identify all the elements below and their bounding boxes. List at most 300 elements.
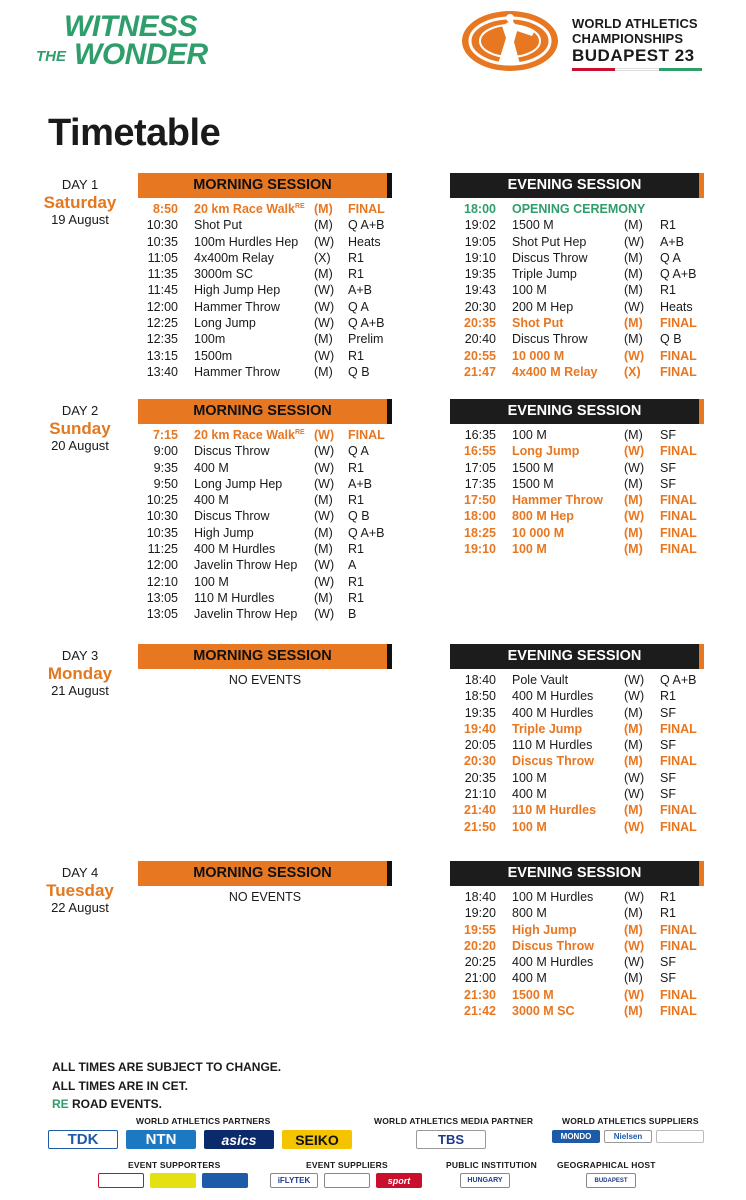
event-name: 1500 M <box>512 460 554 475</box>
event-round: R1 <box>348 250 364 265</box>
event-gender: (W) <box>624 444 645 459</box>
event-name: 100 M Hurdles <box>512 890 594 904</box>
event-gender: (W) <box>314 574 335 589</box>
day-label <box>30 177 130 228</box>
event-name: Shot Put <box>194 218 242 233</box>
no-events-label: NO EVENTS <box>228 890 302 904</box>
event-round: SF <box>660 738 676 753</box>
event-time: 8:50 <box>152 202 178 216</box>
championship-title <box>572 16 742 71</box>
event-gender: (M) <box>314 542 333 557</box>
mondo-logo: MONDO <box>552 1130 600 1143</box>
event-gender: (M) <box>314 590 333 605</box>
event-name: 4x400 M Relay <box>512 364 598 379</box>
event-gender: (W) <box>314 283 335 298</box>
event-gender: (M) <box>624 721 643 736</box>
event-name: 400 M Hurdles <box>512 689 594 704</box>
event-name: 110 M Hurdles <box>512 803 597 818</box>
event-gender: (M) <box>624 267 643 282</box>
event-time: 7:15 <box>152 428 178 442</box>
event-round: FINAL <box>660 525 697 540</box>
event-round: A+B <box>348 283 372 298</box>
event-round: SF <box>660 460 676 475</box>
slogan-logo <box>34 8 234 74</box>
day-date: 19 August <box>51 212 109 227</box>
nielsen-logo: Nielsen <box>604 1130 652 1143</box>
event-round: FINAL <box>660 987 697 1002</box>
event-round: FINAL <box>348 202 385 216</box>
event-gender: (W) <box>624 819 645 834</box>
event-round: FINAL <box>660 1004 697 1019</box>
event-name: Hammer Throw <box>512 493 603 508</box>
championship-line2: CHAMPIONSHIPS <box>572 31 684 46</box>
event-time: 11:05 <box>147 250 178 265</box>
event-gender: (W) <box>624 938 645 953</box>
event-time: 21:47 <box>464 364 496 379</box>
slogan-line1: WITNESS <box>64 10 198 43</box>
event-gender: (M) <box>314 332 333 347</box>
event-time: 16:55 <box>464 444 496 459</box>
event-time: 13:15 <box>146 348 178 363</box>
event-round: R1 <box>660 906 676 921</box>
event-time: 10:30 <box>146 218 178 233</box>
event-gender: (W) <box>624 509 645 524</box>
slogan-line2: WONDER <box>74 38 208 71</box>
event-name: Hammer Throw <box>194 364 280 379</box>
event-gender: (W) <box>314 460 335 475</box>
road-event-tag: RE <box>294 202 305 210</box>
event-gender: (M) <box>624 738 643 753</box>
event-time: 20:20 <box>464 938 496 953</box>
event-time: 18:25 <box>464 525 496 540</box>
event-name: 100 M <box>512 770 547 785</box>
event-name: 400 M Hurdles <box>512 705 594 720</box>
geographical-host-title: GEOGRAPHICAL HOST <box>557 1160 656 1170</box>
event-name: 400 M Hurdles <box>512 955 594 970</box>
day-number: DAY 1 <box>61 177 99 192</box>
event-round: SF <box>660 955 676 970</box>
event-round: FINAL <box>660 542 697 557</box>
event-gender: (W) <box>314 234 335 249</box>
event-gender: (W) <box>624 890 645 904</box>
event-round: SF <box>660 787 676 802</box>
event-gender: (M) <box>314 218 333 233</box>
event-time: 19:35 <box>464 705 496 720</box>
event-gender: (W) <box>624 987 645 1002</box>
event-round: SF <box>660 705 676 720</box>
event-time: 19:10 <box>464 542 496 557</box>
event-name: 800 M <box>512 906 547 921</box>
event-round: R1 <box>348 574 364 589</box>
event-time: 19:05 <box>464 234 496 249</box>
event-time: 19:40 <box>464 721 496 736</box>
event-supporters-title: EVENT SUPPORTERS <box>128 1160 221 1170</box>
event-time: 12:35 <box>146 332 178 347</box>
event-gender: (M) <box>624 283 643 298</box>
event-time: 21:00 <box>464 971 496 986</box>
event-round: FINAL <box>660 938 697 953</box>
event-round: FINAL <box>660 316 697 331</box>
day-number: DAY 2 <box>61 403 99 418</box>
suppliers-title: WORLD ATHLETICS SUPPLIERS <box>562 1116 699 1126</box>
event-time: 17:50 <box>464 493 496 508</box>
event-gender: (W) <box>624 460 645 475</box>
event-round: SF <box>660 428 676 442</box>
event-gender: (W) <box>314 476 335 491</box>
event-name: 100m <box>194 332 226 347</box>
hungary-logo: HUNGARY <box>460 1173 510 1188</box>
event-name: 100 M <box>512 542 547 557</box>
event-round: Q A+B <box>348 316 385 331</box>
note-road-events <box>52 1095 281 1114</box>
iflytek-logo: iFLYTEK <box>270 1173 318 1188</box>
re-tag: RE <box>52 1097 69 1111</box>
event-round: Heats <box>348 234 381 249</box>
event-gender: (W) <box>624 770 645 785</box>
event-name: 110 M Hurdles <box>194 590 275 605</box>
event-name: Pole Vault <box>512 673 569 687</box>
event-round: R1 <box>660 218 676 233</box>
event-name: 400 M Hurdles <box>194 542 276 557</box>
event-time: 9:00 <box>153 444 178 459</box>
event-time: 18:00 <box>464 509 496 524</box>
event-gender: (M) <box>314 525 333 540</box>
event-name: High Jump <box>512 922 577 937</box>
event-time: 12:00 <box>146 299 178 314</box>
event-round: Q A+B <box>660 267 697 282</box>
day-label <box>30 865 130 916</box>
event-gender: (M) <box>624 476 643 491</box>
event-name: 400 M <box>512 971 547 986</box>
event-name: Discus Throw <box>512 754 594 769</box>
event-round: R1 <box>348 590 364 605</box>
event-time: 12:25 <box>146 316 178 331</box>
event-time: 21:50 <box>464 819 496 834</box>
note-timezone: ALL TIMES ARE IN CET. <box>52 1078 189 1093</box>
event-time: 20:25 <box>464 955 496 970</box>
championship-emblem-icon <box>458 8 562 74</box>
event-time: 13:40 <box>146 364 178 379</box>
championship-line1: WORLD ATHLETICS <box>572 16 698 31</box>
event-name: 1500 M <box>512 987 554 1002</box>
event-gender: (W) <box>624 234 645 249</box>
morning-session-header: MORNING SESSION <box>138 399 392 424</box>
event-round: R1 <box>348 348 364 363</box>
event-gender: (M) <box>314 202 333 216</box>
event-time: 18:00 <box>464 202 496 216</box>
event-name: 100m Hurdles Hep <box>194 234 299 249</box>
event-name: 3000 M SC <box>512 1004 575 1019</box>
event-round: FINAL <box>660 803 697 818</box>
event-gender: (W) <box>314 607 335 622</box>
event-name: Discus Throw <box>194 444 270 459</box>
event-name: Hammer Throw <box>194 299 280 314</box>
slogan-the: THE <box>36 48 66 65</box>
event-name: High Jump Hep <box>194 283 281 298</box>
event-time: 13:05 <box>146 590 178 605</box>
event-name: OPENING CEREMONY <box>512 202 646 216</box>
event-name: 10 000 M <box>512 525 565 540</box>
event-round: FINAL <box>660 364 697 379</box>
event-time: 20:30 <box>464 299 496 314</box>
event-name: Javelin Throw Hep <box>194 607 298 622</box>
day-weekday: Tuesday <box>46 881 114 900</box>
event-round: R1 <box>660 890 676 904</box>
event-gender: (W) <box>314 444 335 459</box>
event-gender: (M) <box>624 250 643 265</box>
event-name: 110 M Hurdles <box>512 738 593 753</box>
budapest-logo: BUDAPEST <box>586 1173 636 1188</box>
morning-session-header: MORNING SESSION <box>138 644 392 669</box>
supporter-logo-1 <box>98 1173 144 1188</box>
event-gender: (M) <box>314 364 333 379</box>
event-name: 1500m <box>194 348 233 363</box>
event-name: 1500 M <box>512 476 554 491</box>
event-suppliers-title: EVENT SUPPLIERS <box>306 1160 388 1170</box>
supporter-logo-3 <box>202 1173 248 1188</box>
event-gender: (X) <box>624 364 641 379</box>
partners-title: WORLD ATHLETICS PARTNERS <box>136 1116 271 1126</box>
championship-line3: BUDAPEST 23 <box>572 46 695 65</box>
event-time: 10:30 <box>146 509 178 524</box>
page-title: Timetable <box>48 112 221 154</box>
event-round: SF <box>660 971 676 986</box>
event-gender: (M) <box>624 428 643 442</box>
event-round: Q A <box>660 250 681 265</box>
event-time: 12:00 <box>146 558 178 573</box>
event-name: Shot Put <box>512 316 564 331</box>
event-gender: (W) <box>314 509 335 524</box>
event-round: FINAL <box>660 721 697 736</box>
event-time: 21:10 <box>464 787 496 802</box>
day-date: 21 August <box>51 683 109 698</box>
event-name: Discus Throw <box>512 250 588 265</box>
event-gender: (M) <box>624 525 643 540</box>
event-round: FINAL <box>348 428 385 442</box>
day-date: 20 August <box>51 438 109 453</box>
event-time: 11:25 <box>147 542 178 557</box>
event-time: 17:35 <box>464 476 496 491</box>
event-time: 19:10 <box>464 250 496 265</box>
event-time: 21:30 <box>464 987 496 1002</box>
event-round: FINAL <box>660 348 697 363</box>
event-gender: (M) <box>624 493 643 508</box>
event-time: 10:35 <box>146 525 178 540</box>
event-round: Q A+B <box>660 673 697 687</box>
supporter-logo-2 <box>150 1173 196 1188</box>
event-time: 19:43 <box>464 283 496 298</box>
event-round: A+B <box>660 234 684 249</box>
day-date: 22 August <box>51 900 109 915</box>
event-time: 20:35 <box>464 316 496 331</box>
event-name: Discus Throw <box>194 509 270 524</box>
event-time: 10:25 <box>146 493 178 508</box>
note-subject-to-change: ALL TIMES ARE SUBJECT TO CHANGE. <box>52 1060 282 1074</box>
event-name: 100 M <box>512 283 547 298</box>
event-round: Q B <box>348 509 370 524</box>
event-gender: (M) <box>624 1004 643 1019</box>
event-gender: (W) <box>314 299 335 314</box>
event-round: FINAL <box>660 754 697 769</box>
event-time: 10:35 <box>146 234 178 249</box>
event-round: R1 <box>348 267 364 282</box>
no-events-label: NO EVENTS <box>228 673 302 687</box>
event-name: 20 km Race Walk <box>194 202 295 216</box>
event-time: 18:40 <box>464 673 496 687</box>
evening-session-header: EVENING SESSION <box>450 861 704 886</box>
sport-logo: sport <box>376 1173 422 1188</box>
ntn-logo: NTN <box>126 1130 196 1149</box>
event-round: Q B <box>348 364 370 379</box>
event-round: Q B <box>660 332 682 347</box>
asics-logo: asics <box>204 1130 274 1149</box>
event-gender: (M) <box>314 493 333 508</box>
event-time: 20:05 <box>464 738 496 753</box>
event-gender: (M) <box>624 316 643 331</box>
event-round: FINAL <box>660 819 697 834</box>
event-time: 19:35 <box>464 267 496 282</box>
event-round: Prelim <box>348 332 384 347</box>
event-round: R1 <box>660 689 676 704</box>
media-partner-title: WORLD ATHLETICS MEDIA PARTNER <box>374 1116 534 1126</box>
day-label <box>30 648 130 699</box>
event-round: Q A <box>348 444 369 459</box>
day-weekday: Sunday <box>49 419 111 438</box>
event-gender: (W) <box>624 299 645 314</box>
event-time: 20:30 <box>464 754 496 769</box>
event-name: Triple Jump <box>512 267 577 282</box>
event-gender: (W) <box>624 348 645 363</box>
event-round: SF <box>660 476 676 491</box>
event-gender: (W) <box>624 673 645 687</box>
event-time: 21:40 <box>464 803 496 818</box>
road-event-tag: RE <box>294 428 305 436</box>
event-time: 17:05 <box>464 460 496 475</box>
seiko-logo: SEIKO <box>282 1130 352 1149</box>
event-name: Long Jump Hep <box>194 476 283 491</box>
supplier-logo-2 <box>324 1173 370 1188</box>
public-institution-title: PUBLIC INSTITUTION <box>446 1160 537 1170</box>
evening-session-header: EVENING SESSION <box>450 644 704 669</box>
event-name: 4x400m Relay <box>194 250 274 265</box>
event-name: 1500 M <box>512 218 554 233</box>
event-round: A+B <box>348 476 372 491</box>
day-label <box>30 403 130 454</box>
event-name: 100 M <box>194 574 229 589</box>
event-name: High Jump <box>194 525 254 540</box>
event-gender: (X) <box>314 250 331 265</box>
event-gender: (W) <box>314 348 335 363</box>
event-gender: (M) <box>314 267 333 282</box>
evening-session-header: EVENING SESSION <box>450 399 704 424</box>
event-round: R1 <box>348 460 364 475</box>
event-time: 13:05 <box>146 607 178 622</box>
event-name: 800 M Hep <box>512 509 574 524</box>
event-gender: (M) <box>624 754 643 769</box>
event-gender: (W) <box>624 787 645 802</box>
event-name: Javelin Throw Hep <box>194 558 298 573</box>
event-gender: (M) <box>624 218 643 233</box>
event-time: 19:55 <box>464 922 496 937</box>
event-time: 11:45 <box>147 283 178 298</box>
event-round: Heats <box>660 299 693 314</box>
hungary-flag-stripe <box>572 68 702 71</box>
event-round: B <box>348 607 357 622</box>
event-time: 18:40 <box>464 890 496 904</box>
event-name: Discus Throw <box>512 938 594 953</box>
event-round: R1 <box>660 283 676 298</box>
event-name: 20 km Race Walk <box>194 428 295 442</box>
evening-session-header: EVENING SESSION <box>450 173 704 198</box>
event-round: R1 <box>348 542 364 557</box>
re-text: ROAD EVENTS. <box>68 1097 163 1111</box>
day-number: DAY 3 <box>61 648 99 663</box>
notes <box>52 1058 281 1114</box>
event-round: R1 <box>348 493 364 508</box>
event-name: 400 M <box>194 460 229 475</box>
event-round: FINAL <box>660 509 697 524</box>
event-time: 18:50 <box>464 689 496 704</box>
event-time: 16:35 <box>464 428 496 442</box>
event-round: SF <box>660 770 676 785</box>
event-name: 400 M <box>194 493 229 508</box>
event-name: Shot Put Hep <box>512 234 587 249</box>
event-name: Long Jump <box>194 316 256 331</box>
event-gender: (M) <box>624 922 643 937</box>
event-gender: (M) <box>624 332 643 347</box>
morning-session-header: MORNING SESSION <box>138 861 392 886</box>
event-name: 10 000 M <box>512 348 565 363</box>
day-weekday: Saturday <box>43 193 117 212</box>
event-name: 200 M Hep <box>512 299 574 314</box>
tbs-logo: TBS <box>416 1130 486 1149</box>
day-number: DAY 4 <box>61 865 99 880</box>
event-gender: (W) <box>624 955 645 970</box>
event-cell <box>194 427 305 443</box>
event-name: 100 M <box>512 428 547 442</box>
event-gender: (M) <box>624 705 643 720</box>
event-name: Discus Throw <box>512 332 588 347</box>
timing-supplier-logo <box>656 1130 704 1143</box>
event-name: Long Jump <box>512 444 580 459</box>
event-round: Q A+B <box>348 218 385 233</box>
event-gender: (M) <box>624 542 643 557</box>
event-time: 11:35 <box>147 267 178 282</box>
event-time: 20:35 <box>464 770 496 785</box>
event-gender: (W) <box>624 689 645 704</box>
event-name: 400 M <box>512 787 547 802</box>
event-time: 20:55 <box>464 348 496 363</box>
event-gender: (W) <box>314 316 335 331</box>
event-round: FINAL <box>660 922 697 937</box>
morning-session-header: MORNING SESSION <box>138 173 392 198</box>
event-gender: (M) <box>624 803 643 818</box>
event-gender: (M) <box>624 971 643 986</box>
event-gender: (W) <box>314 428 335 442</box>
event-gender: (M) <box>624 906 643 921</box>
event-time: 9:50 <box>153 476 178 491</box>
day-weekday: Monday <box>47 664 113 683</box>
event-round: FINAL <box>660 493 697 508</box>
event-round: Q A <box>348 299 369 314</box>
event-name: Triple Jump <box>512 721 583 736</box>
event-time: 20:40 <box>464 332 496 347</box>
tdk-logo: TDK <box>48 1130 118 1149</box>
event-time: 9:35 <box>153 460 178 475</box>
event-round: FINAL <box>660 444 697 459</box>
event-time: 19:20 <box>464 906 496 921</box>
event-round: Q A+B <box>348 525 385 540</box>
